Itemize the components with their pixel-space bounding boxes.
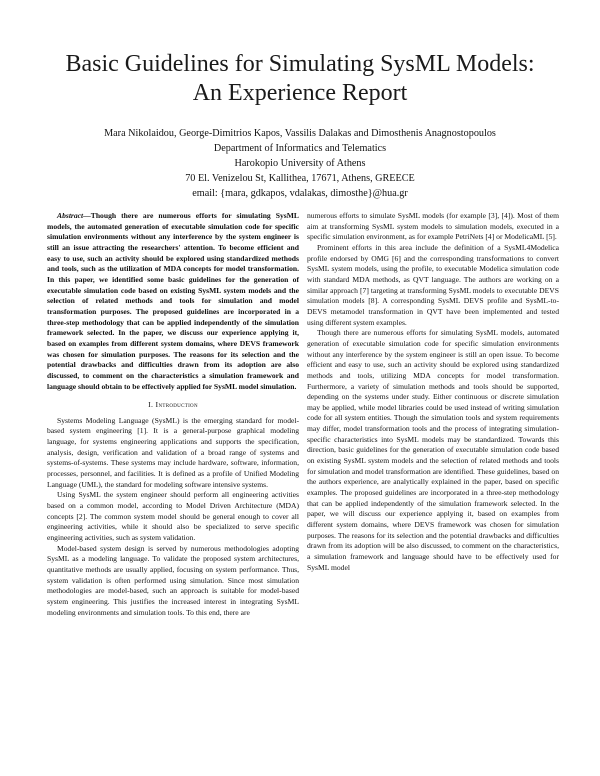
abstract [47,211,299,392]
right-paragraph-2: Prominent efforts in this area include the definition of a SysML4Modelica profile endorsed by OMG [6] and the corresponding transformations to convert SysML system models, using the profile, to executable Modelica simulation code with standard MDA methods, as QVT language. The authors are working on a similar approach [7] targeting at transforming SysML models to executable DEVS simulation models [8]. A corresponding SysML DEVS profile and SysML-to-DEVS metamodel transformation in QVT have been implemented and tested using different system examples. [307,242,559,327]
paper-title [40,50,560,108]
right-paragraph-1: numerous efforts to simulate SysML models (for example [3], [4]). Most of them aim at transforming SysML system models to simulation models, executed in a specific simulation environment, as for example PetriNets [4] or ModelicaML [5]. [307,211,559,242]
section-numeral: I. [148,400,154,410]
university: Harokopio University of Athens [234,158,366,169]
email: email: {mara, gdkapos, vdalakas, dimosthe}@hua.gr [192,188,408,199]
right-paragraph-3: Though there are numerous efforts for simulating SysML models, automated generation of executable simulation code for specific simulation environments without any interference by the system engineer is still an open issue. To become efficient and easy to use, such an activity should be explored using standardized methods and tools, utilizing MDA concepts for model transformation. Furthermore, a variety of simulation methods and tools should be supported, depending on the systems under study. Either continuous or discrete simulation may be applied, while model libraries could be used instead of writing simulation code for all system entities. Though the simulation tools and system requirements may differ, model transformation tools and the process of integrating simulation-specific characteristics into SysML models may be standardized. Towards this direction, basic guidelines for the generation of executable simulation code based on existing SysML system models and the selection of related methods and tools for simulation and model transformation are identified. These guidelines, based on the authors experience, are analytically explained in the paper, based on specific examples. The proposed guidelines are incorporated in a three-step methodology that can be applied independently of the simulation framework selected. In the paper, we will discuss our experience applying it, based on examples from different system domains, where DEVS framework was chosen for simulation purposes. The reasons for its selection and the potential drawbacks and difficulties drawn from its adoption will be also discussed, to comment on the characteristics, a simulation framework and language should have to be effectively used for SysML model [307,328,559,572]
address: 70 El. Venizelou St, Kallithea, 17671, Athens, GREECE [185,173,415,184]
title-line-2: An Experience Report [192,80,408,106]
author-names: Mara Nikolaidou, George-Dimitrios Kapos, Vassilis Dalakas and Dimosthenis Anagnostopoulos [104,128,496,139]
title-line-1: Basic Guidelines for Simulating SysML Models: [65,51,535,77]
department: Department of Informatics and Telematics [213,143,387,154]
intro-paragraph-2: Using SysML the system engineer should perform all engineering activities based on a common model, according to Model Driven Architecture (MDA) concepts [2]. The common system model should be general enough to cover all engineering activities, while it should also be specialized to serve specific engineering activities, such as system validation. [47,490,299,543]
abstract-dash: — [83,211,91,220]
right-column [307,211,559,573]
intro-paragraph-1: Systems Modeling Language (SysML) is the emerging standard for model-based system engineering [1]. It is a general-purpose graphical modeling language, for systems engineering applications and supports the specification, analysis, design, verification and validation of a broad range of systems and systems-of-systems. These systems may include hardware, software, information, processes, personnel, and facilities. It is defined as a profile of Unified Modeling Language (UML), the standard for modeling software intensive systems. [47,415,299,489]
left-column [47,211,299,618]
intro-paragraph-3: Model-based system design is served by numerous methodologies adopting SysML as a modeling language. To validate the proposed system architectures, quantitative methods are usually applied, focusing on system performance. Thus, system validation is often performed using simulation. Since most simulation methodologies are model-based, such an approach is suitable for model-based system engineering. This justifies the increased interest in integrating SysML modeling environments and simulation tools. To this end, there are [47,543,299,617]
section-heading-introduction [47,400,299,411]
section-title: Introduction [155,400,198,410]
author-block [40,126,560,201]
abstract-label: Abstract [57,211,84,220]
abstract-text: Though there are numerous efforts for simulating SysML models, the automated generation of executable simulation code for specific simulation environments without any interference by the system engineer is still an issue attracting the researchers' attention. To become efficient and easy to use, such an activity should be explored using standardized methods and tools, such as the utilization of MDA concepts for model transformation. In this paper, we identified some basic guidelines for the generation of executable simulation code based on existing SysML system models and the selection of related methods and tools for simulation and model transformation purposes. The proposed guidelines are incorporated in a three-step methodology that can be applied independently of the simulation framework selected. In the paper, we discuss our experience applying it, based on examples from different system domains, where DEVS framework was chosen for simulation purposes. The reasons for its selection and the potential drawbacks and difficulties drawn from its adoption are also discussed, to comment on the characteristics a simulation framework and language should obtain to be effectively applied for SysML model simulation. [47,211,299,391]
